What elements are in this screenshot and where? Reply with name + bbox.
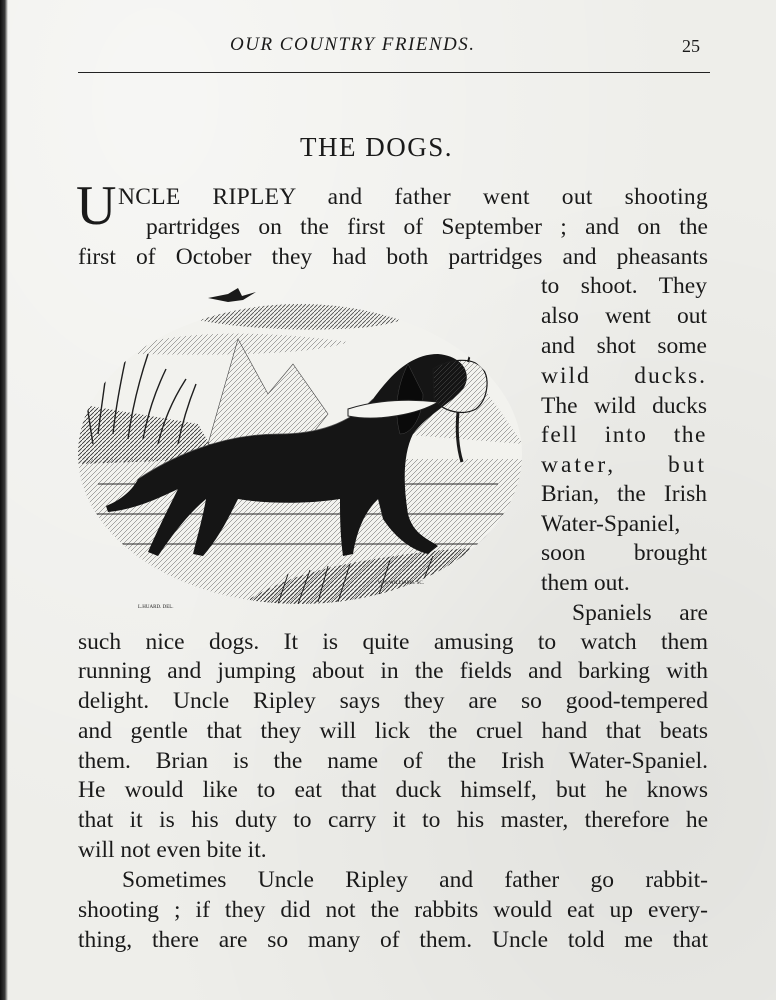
- drop-cap: U: [76, 175, 117, 237]
- text-line: thing, there are so many of them. Uncle told me that: [78, 927, 708, 953]
- text-line: Brian, the Irish: [541, 481, 707, 507]
- text-line: also went out: [541, 303, 707, 329]
- text-line: first of October they had both partridges and pheasants: [78, 244, 708, 270]
- text-line: partridges on the first of September ; and on the: [146, 214, 708, 240]
- chapter-title: THE DOGS.: [300, 132, 453, 162]
- text-line: that it is his duty to carry it to his master, therefore he: [78, 807, 708, 833]
- spaniel-illustration: [78, 284, 528, 614]
- text-line: shooting ; if they did not the rabbits would eat up every-: [78, 897, 708, 923]
- book-spine-shadow: [0, 0, 8, 1000]
- text-line: The wild ducks: [541, 393, 707, 419]
- text-line: wild ducks.: [541, 363, 707, 389]
- text-line: fell into the: [541, 422, 707, 448]
- text-line: water, but: [541, 452, 707, 478]
- text-line: He would like to eat that duck himself, but he knows: [78, 777, 708, 803]
- text-line: Spaniels are: [572, 600, 708, 626]
- text-line: soon brought: [541, 540, 707, 566]
- text-line: Sometimes Uncle Ripley and father go rabbit-: [122, 867, 708, 893]
- text-line: such nice dogs. It is quite amusing to watch them: [78, 629, 708, 655]
- engraver-signature: W. J. WILLIAMS. SC.: [378, 581, 424, 586]
- text-line: Water-Spaniel,: [541, 511, 681, 537]
- text-line: and shot some: [541, 333, 707, 359]
- text-line: will not even bite it.: [78, 837, 267, 863]
- text-line: them. Brian is the name of the Irish Water-Spaniel.: [78, 748, 708, 774]
- text-line: to shoot. They: [541, 273, 707, 299]
- text-line: running and jumping about in the fields and barking with: [78, 658, 708, 684]
- artist-signature: L.HUARD. DEL.: [138, 605, 174, 610]
- header-rule: [78, 72, 710, 73]
- page-number: 25: [682, 36, 700, 56]
- running-header-title: OUR COUNTRY FRIENDS.: [230, 34, 476, 55]
- text-line: NCLE RIPLEY and father went out shooting: [118, 184, 708, 210]
- text-line: them out.: [541, 570, 630, 596]
- text-line: and gentle that they will lick the cruel hand that beats: [78, 718, 708, 744]
- text-line: delight. Uncle Ripley says they are so good-tempered: [78, 688, 708, 714]
